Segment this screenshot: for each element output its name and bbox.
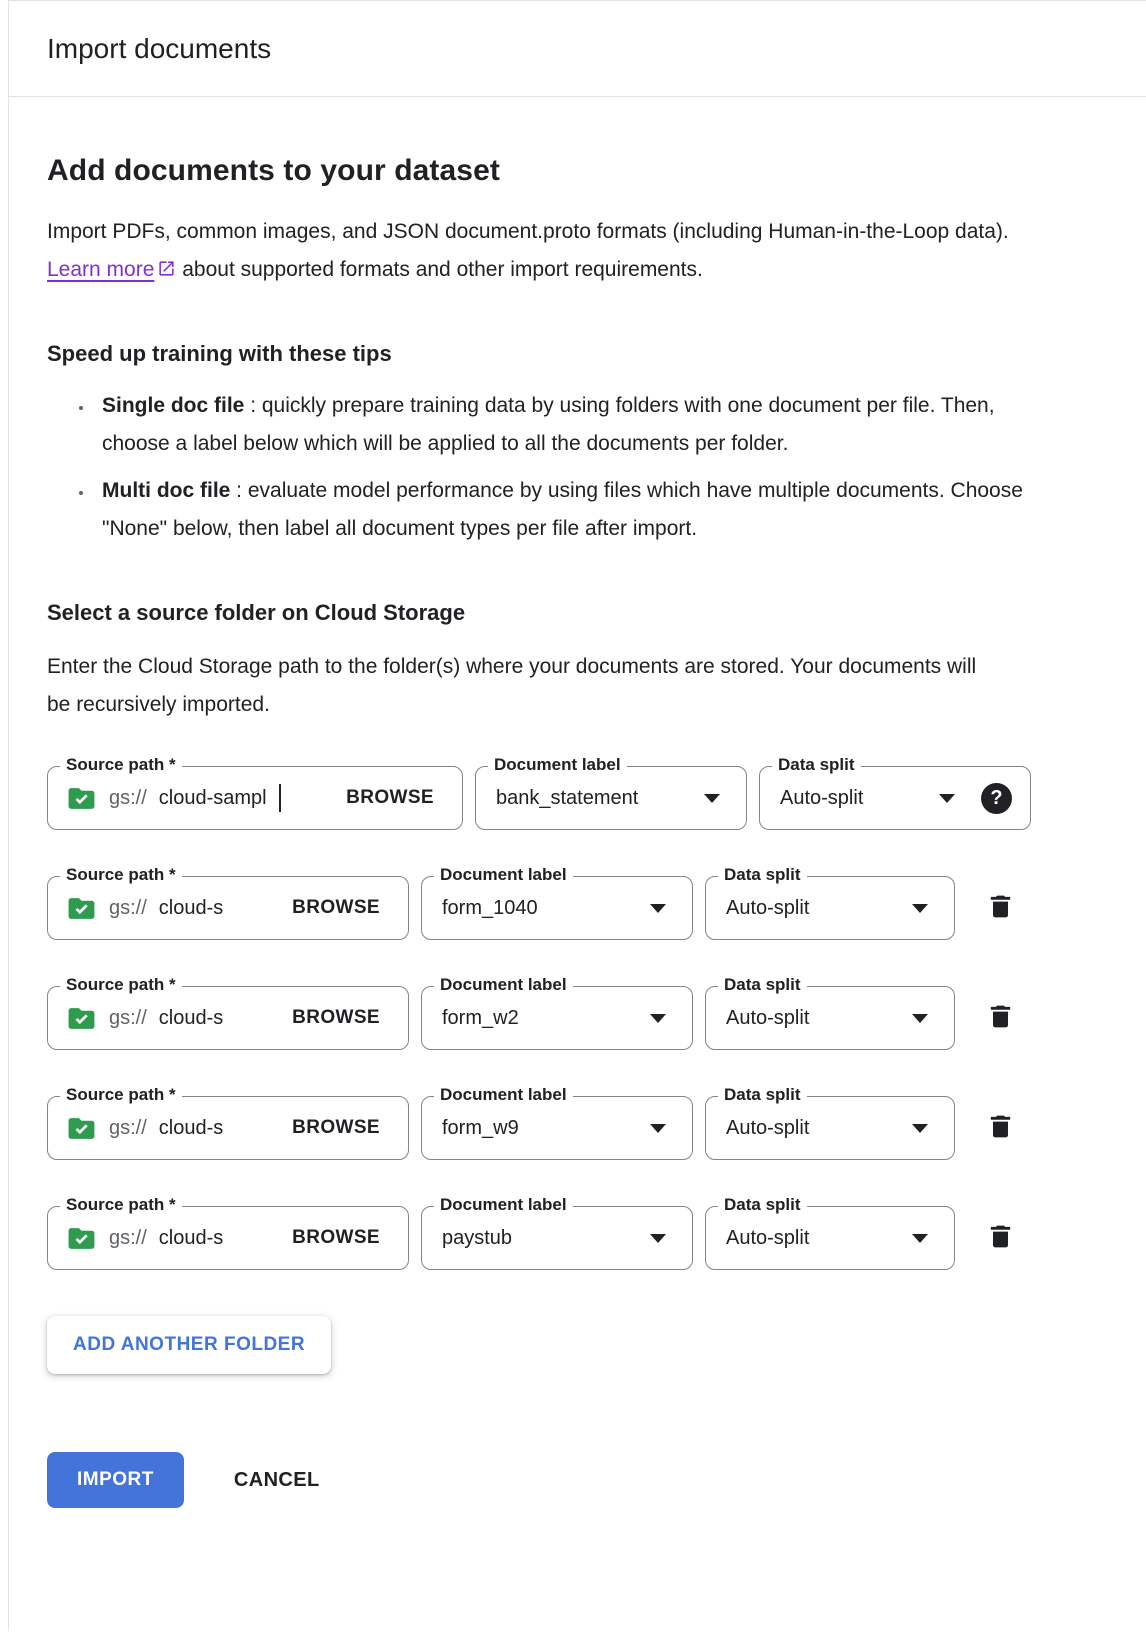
browse-button[interactable]: BROWSE bbox=[292, 1007, 380, 1028]
source-path-label: Source path * bbox=[60, 864, 182, 886]
tip-text: : quickly prepare training data by using folders with one document per file. Then, choose a label below which will be applied to all the documents per folder. bbox=[102, 394, 995, 455]
browse-button[interactable]: BROWSE bbox=[292, 1227, 380, 1248]
cancel-button[interactable]: CANCEL bbox=[233, 1468, 320, 1491]
data-split-value: Auto-split bbox=[726, 1116, 810, 1139]
data-split-label: Data split bbox=[718, 864, 807, 886]
help-icon[interactable]: ? bbox=[981, 783, 1012, 814]
source-path-label: Source path * bbox=[60, 1084, 182, 1106]
text-cursor bbox=[279, 784, 281, 812]
data-split-select[interactable] bbox=[705, 865, 955, 940]
tip-item-multi-doc bbox=[94, 472, 1037, 548]
browse-button[interactable]: BROWSE bbox=[346, 787, 434, 808]
document-label-value: paystub bbox=[442, 1226, 513, 1249]
dialog-title: Import documents bbox=[47, 32, 272, 64]
browse-button[interactable]: BROWSE bbox=[292, 897, 380, 918]
tip-item-single-doc bbox=[94, 387, 1037, 463]
data-split-select[interactable] bbox=[705, 975, 955, 1050]
import-button[interactable]: IMPORT bbox=[47, 1452, 184, 1508]
chevron-down-icon bbox=[650, 904, 666, 913]
data-split-select[interactable] bbox=[705, 1085, 955, 1160]
delete-row-button[interactable] bbox=[984, 1110, 1017, 1146]
actions-bar bbox=[47, 1452, 1108, 1508]
trash-icon bbox=[986, 1112, 1015, 1144]
intro-text-before: Import PDFs, common images, and JSON document.proto formats (including Human-in-the-Loop data). bbox=[47, 220, 1009, 243]
document-label-label: Document label bbox=[488, 754, 627, 776]
data-split-label: Data split bbox=[718, 974, 807, 996]
document-label-label: Document label bbox=[434, 974, 573, 996]
source-section-description: Enter the Cloud Storage path to the folder(s) where your documents are stored. Your documents will be recursively imported. bbox=[47, 655, 977, 716]
folder-check-icon bbox=[66, 1003, 97, 1034]
gs-prefix: gs:// bbox=[109, 1116, 147, 1139]
source-path-field[interactable] bbox=[47, 755, 463, 830]
data-split-select[interactable] bbox=[759, 755, 1031, 830]
source-path-input[interactable]: cloud-s bbox=[158, 896, 224, 919]
document-label-label: Document label bbox=[434, 1194, 573, 1216]
data-split-label: Data split bbox=[718, 1194, 807, 1216]
chevron-down-icon bbox=[912, 1124, 928, 1133]
document-label-select[interactable] bbox=[475, 755, 747, 830]
chevron-down-icon bbox=[650, 1014, 666, 1023]
data-split-value: Auto-split bbox=[726, 1006, 810, 1029]
learn-more-label: Learn more bbox=[47, 258, 155, 281]
source-path-label: Source path * bbox=[60, 974, 182, 996]
delete-row-button[interactable] bbox=[984, 1220, 1017, 1256]
chevron-down-icon bbox=[650, 1234, 666, 1243]
intro-text-after: about supported formats and other import requirements. bbox=[176, 258, 703, 281]
data-split-select[interactable] bbox=[705, 1195, 955, 1270]
chevron-down-icon bbox=[650, 1124, 666, 1133]
trash-icon bbox=[986, 1222, 1015, 1254]
source-path-input[interactable]: cloud-s bbox=[158, 1006, 224, 1029]
data-split-label: Data split bbox=[772, 754, 861, 776]
document-label-select[interactable] bbox=[421, 1085, 693, 1160]
tip-lead: Single doc file bbox=[102, 394, 245, 417]
document-label-label: Document label bbox=[434, 1084, 573, 1106]
gs-prefix: gs:// bbox=[109, 1006, 147, 1029]
data-split-value: Auto-split bbox=[780, 786, 864, 809]
tip-text: : evaluate model performance by using files which have multiple documents. Choose "None" below, then label all document types per file after import. bbox=[102, 479, 1023, 540]
source-path-input[interactable]: cloud-s bbox=[158, 1116, 224, 1139]
source-path-field[interactable] bbox=[47, 1195, 409, 1270]
source-path-label: Source path * bbox=[60, 754, 182, 776]
delete-row-button[interactable] bbox=[984, 890, 1017, 926]
chevron-down-icon bbox=[912, 1234, 928, 1243]
document-label-select[interactable] bbox=[421, 865, 693, 940]
chevron-down-icon bbox=[912, 1014, 928, 1023]
browse-button[interactable]: BROWSE bbox=[292, 1117, 380, 1138]
source-path-input[interactable]: cloud-sampl bbox=[158, 786, 267, 809]
folder-check-icon bbox=[66, 783, 97, 814]
data-split-value: Auto-split bbox=[726, 896, 810, 919]
chevron-down-icon bbox=[912, 904, 928, 913]
tips-list bbox=[47, 387, 1037, 548]
folder-check-icon bbox=[66, 893, 97, 924]
source-folder-row bbox=[47, 1085, 1108, 1160]
source-path-field[interactable] bbox=[47, 1085, 409, 1160]
source-path-field[interactable] bbox=[47, 865, 409, 940]
dialog-body bbox=[9, 154, 1146, 1568]
source-path-field[interactable] bbox=[47, 975, 409, 1050]
trash-icon bbox=[986, 892, 1015, 924]
learn-more-link[interactable] bbox=[47, 258, 176, 281]
external-link-icon bbox=[154, 258, 176, 281]
document-label-value: form_w2 bbox=[442, 1006, 519, 1029]
page-title: Add documents to your dataset bbox=[47, 154, 500, 187]
source-folder-row bbox=[47, 1195, 1108, 1270]
source-path-label: Source path * bbox=[60, 1194, 182, 1216]
chevron-down-icon bbox=[704, 794, 720, 803]
data-split-value: Auto-split bbox=[726, 1226, 810, 1249]
delete-row-button[interactable] bbox=[984, 1000, 1017, 1036]
dialog-header bbox=[9, 1, 1146, 97]
source-section-heading: Select a source folder on Cloud Storage bbox=[47, 600, 466, 625]
document-label-value: form_w9 bbox=[442, 1116, 519, 1139]
folder-check-icon bbox=[66, 1223, 97, 1254]
document-label-value: bank_statement bbox=[496, 786, 639, 809]
gs-prefix: gs:// bbox=[109, 1226, 147, 1249]
intro-description bbox=[47, 213, 1032, 289]
source-folder-row bbox=[47, 865, 1108, 940]
source-folder-rows bbox=[47, 755, 1108, 1270]
source-folder-row bbox=[47, 755, 1108, 830]
chevron-down-icon bbox=[939, 794, 955, 803]
folder-check-icon bbox=[66, 1113, 97, 1144]
document-label-value: form_1040 bbox=[442, 896, 538, 919]
gs-prefix: gs:// bbox=[109, 896, 147, 919]
add-another-folder-button[interactable]: ADD ANOTHER FOLDER bbox=[47, 1316, 331, 1374]
trash-icon bbox=[986, 1002, 1015, 1034]
import-documents-panel bbox=[8, 0, 1146, 1631]
data-split-label: Data split bbox=[718, 1084, 807, 1106]
document-label-select[interactable] bbox=[421, 1195, 693, 1270]
source-folder-row bbox=[47, 975, 1108, 1050]
tip-lead: Multi doc file bbox=[102, 479, 231, 502]
gs-prefix: gs:// bbox=[109, 786, 147, 809]
source-path-input[interactable]: cloud-s bbox=[158, 1226, 224, 1249]
tips-heading: Speed up training with these tips bbox=[47, 341, 392, 366]
document-label-label: Document label bbox=[434, 864, 573, 886]
document-label-select[interactable] bbox=[421, 975, 693, 1050]
